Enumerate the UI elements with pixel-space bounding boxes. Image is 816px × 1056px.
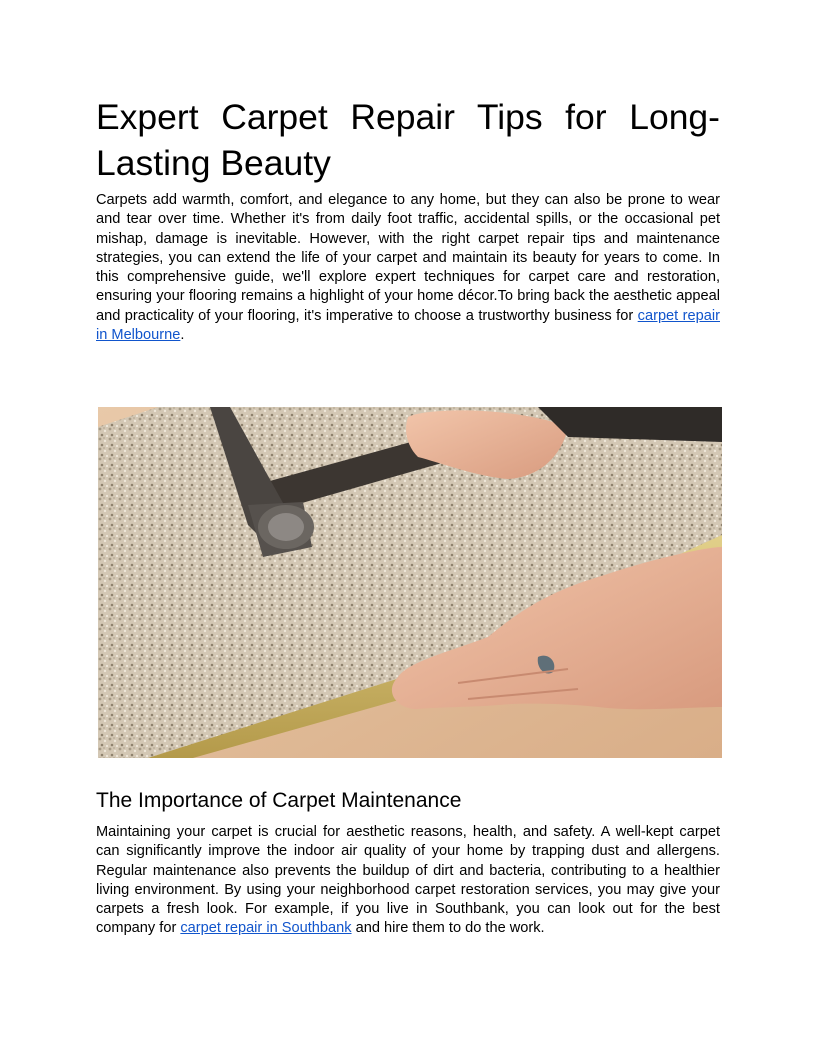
carpet-repair-southbank-link[interactable]: carpet repair in Southbank bbox=[180, 920, 352, 937]
section-paragraph bbox=[96, 823, 720, 939]
intro-end: . bbox=[180, 327, 185, 344]
intro-paragraph bbox=[96, 191, 720, 345]
section-heading: The Importance of Carpet Maintenance bbox=[96, 789, 462, 812]
intro-text: Carpets add warmth, comfort, and elegance to any home, but they can also be prone to wear and tear over time. Whether it's from daily foot traffic, accidental spills, or the occasional pet mishap, damage is inevitable. However, with the right carpet repair tips and maintenance strategies, you can extend the life of your carpet and maintain its beauty for years to come. In this comprehensive guide, we'll explore expert techniques for carpet care and restoration, ensuring your flooring remains a highlight of your home décor.To bring back the aesthetic appeal and practicality of your flooring, it's imperative to choose a trustworthy business for bbox=[96, 192, 720, 324]
carpet-repair-photo bbox=[98, 407, 722, 758]
carpet-repair-melbourne-link[interactable]: carpet repair in Melbourne bbox=[96, 307, 720, 344]
section-text: Maintaining your carpet is crucial for aesthetic reasons, health, and safety. A well-kept carpet can significantly improve the indoor air quality of your home by trapping dust and allergens. Regular maintenance also prevents the buildup of dirt and bacteria, contributing to a healthier living environment. By using your neighborhood carpet restoration services, you may give your carpets a fresh look. For example, if you live in Southbank, you can look out for the best company for bbox=[96, 824, 720, 937]
article-title: Expert Carpet Repair Tips for Long-Lasting Beauty bbox=[96, 97, 720, 183]
section-end: and hire them to do the work. bbox=[351, 920, 545, 937]
